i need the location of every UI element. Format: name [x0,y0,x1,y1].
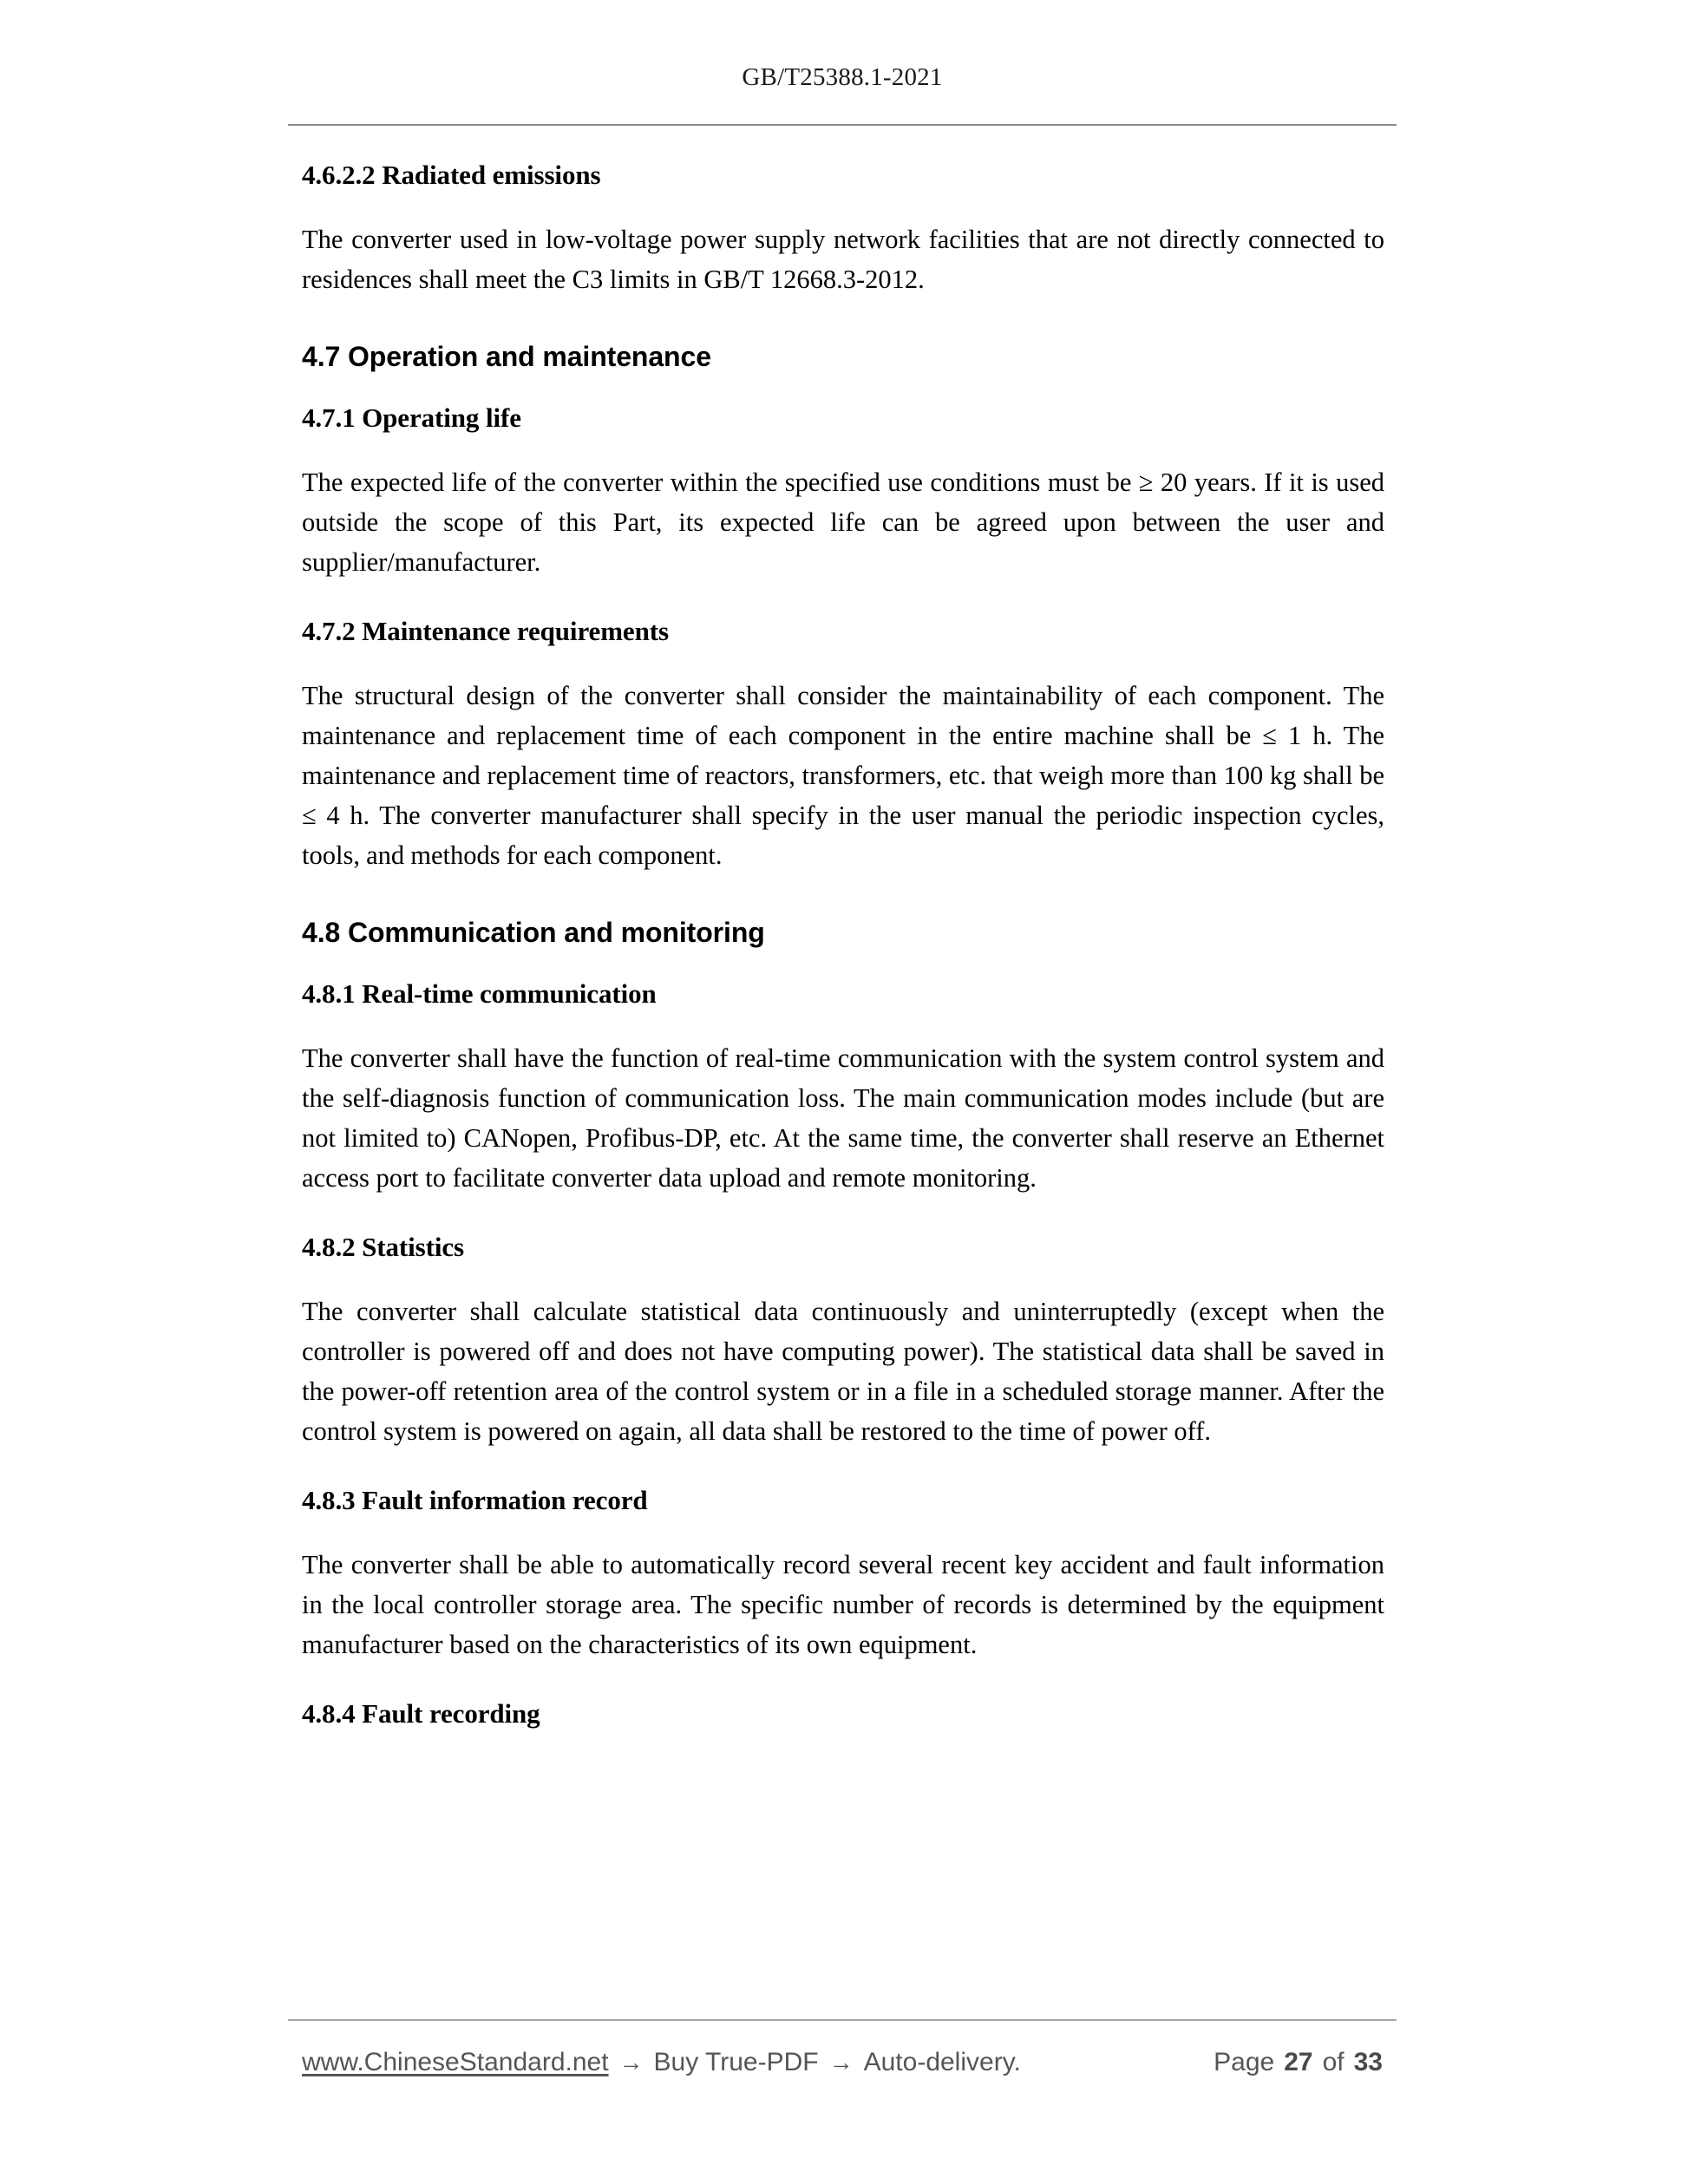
heading-4-7-2: 4.7.2 Maintenance requirements [302,616,669,646]
page-total: 33 [1353,2048,1383,2076]
heading-4-6-2-2: 4.6.2.2 Radiated emissions [302,160,601,190]
heading-4-7: 4.7 Operation and maintenance [302,341,711,372]
paragraph-4-6-2-2: The converter used in low-voltage power supply network facilities that are not directly connected to residences shall meet the C3 limits in GB/T 12668.3-2012. [302,225,1384,294]
footer-delivery-label: Auto-delivery. [863,2048,1021,2076]
paragraph-4-7-2: The structural design of the converter shall consider the maintainability of each component. The maintenance and replacement time of each component in the entire machine shall be ≤ 1 h. The maintenance and replacement time of reactors, transformers, etc. that weigh more than 100 kg shall be ≤ 4 h. The converter manufacturer shall specify in the user manual the periodic inspection cycles, tools, and methods for each component. [302,681,1384,870]
document-body [302,159,1384,1730]
paragraph-4-8-1: The converter shall have the function of real-time communication with the system control system and the self-diagnosis function of communication loss. The main communication modes include (but are not limited to) CANopen, Profibus-DP, etc. At the same time, the converter shall reserve an Ethernet access port to facilitate converter data upload and remote monitoring. [302,1043,1384,1193]
heading-4-8-1: 4.8.1 Real-time communication [302,978,657,1009]
arrow-right-icon: → [618,2049,644,2076]
paragraph-4-8-3: The converter shall be able to automatically record several recent key accident and fault information in the local controller storage area. The specific number of records is determined by the equipment manufacturer based on the characteristics of its own equipment. [302,1550,1384,1659]
heading-4-8: 4.8 Communication and monitoring [302,917,765,948]
page-label: Page [1214,2048,1275,2076]
of-label: of [1322,2048,1345,2076]
footer-divider [288,2019,1397,2021]
page-footer [302,2040,1397,2085]
page-number: 27 [1284,2048,1313,2076]
arrow-right-icon-2: → [828,2049,854,2076]
standard-number: GB/T25388.1-2021 [742,63,943,91]
page-indicator [1214,2048,1397,2077]
header-divider [288,124,1397,126]
footer-site-link[interactable]: www.ChineseStandard.net [302,2048,609,2076]
footer-offer-label: Buy True-PDF [653,2048,819,2076]
paragraph-4-8-2: The converter shall calculate statistical data continuously and uninterruptedly (except when the controller is powered off and does not have computing power). The statistical data shall be saved in the power-off retention area of the control system or in a file in a scheduled storage manner. After the control system is powered on again, all data shall be restored to the time of power off. [302,1297,1384,1446]
heading-4-8-4: 4.8.4 Fault recording [302,1698,540,1729]
footer-promo [302,2048,1021,2077]
page-header [288,62,1397,92]
heading-4-7-1: 4.7.1 Operating life [302,402,521,433]
paragraph-4-7-1: The expected life of the converter within the specified use conditions must be ≥ 20 years. If it is used outside the scope of this Part, its expected life can be agreed upon between the user and supplier/manufacturer. [302,468,1384,577]
heading-4-8-3: 4.8.3 Fault information record [302,1485,648,1515]
heading-4-8-2: 4.8.2 Statistics [302,1232,464,1262]
